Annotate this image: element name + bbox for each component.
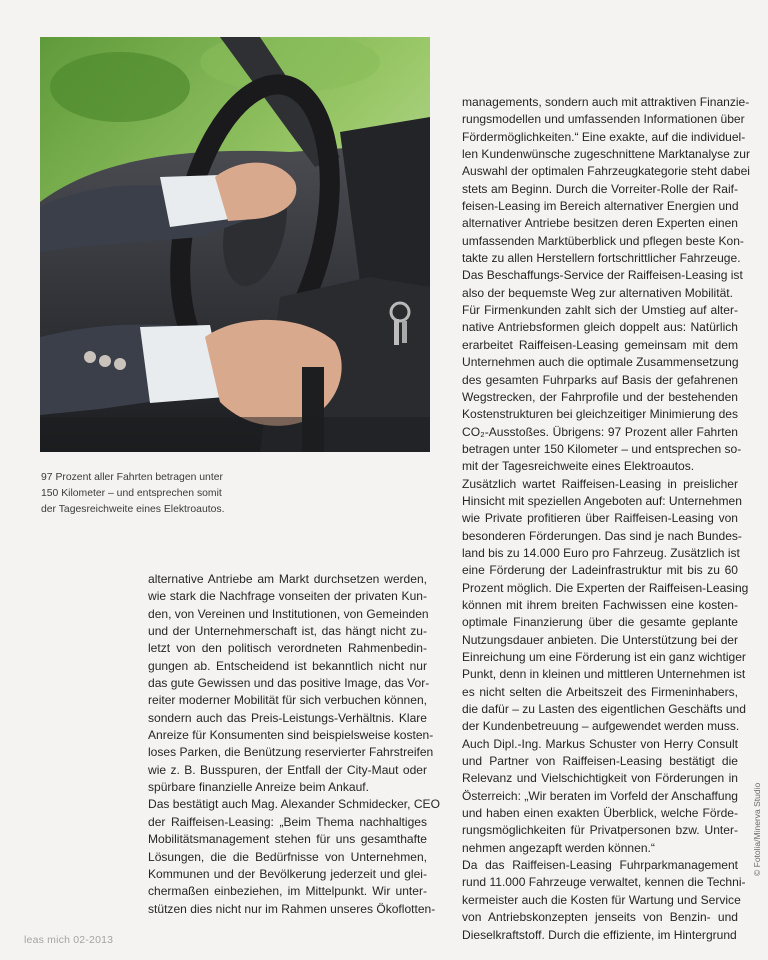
text-line: alternativer Antriebe besitzen deren Experten einen [462,216,738,231]
text-line: des gesamten Fuhrparks auf Basis der gefahrenen [462,372,738,387]
text-line: Für Firmenkunden zahlt sich der Umstieg auf alter- [462,303,738,318]
text-line: Hinsicht mit speziellen Angeboten auf: Unternehmen [462,493,742,508]
text-line: können mit ihrem breiten Fachwissen eine kosten- [462,597,738,612]
photo-caption [41,470,241,517]
text-line: wie Private profitieren über Raiffeisen-Leasing von [462,511,738,526]
text-line: chermaßen einbeziehen, im Mittelpunkt. Wir unter- [148,884,427,899]
text-line: takte zu allen Herstellern fortschrittlicher Fahrzeuge. [462,251,741,266]
text-line: mit der Tagesreichweite eines Elektroautos. [462,459,695,474]
text-line: managements, sondern auch mit attraktiven Finanzie- [462,95,750,109]
text-line: Kommunen und der Bevölkerung jederzeit und glei- [148,866,427,881]
text-line: nehmen angezapft werden können.“ [462,840,655,855]
text-line: der Kundenbetreuung – aufgewendet werden muss. [462,719,740,734]
text-line: den, von Vereinen und Institutionen, von Gemeinden [148,606,429,621]
text-line: und haben einen exakten Überblick, welche Förde- [462,806,738,821]
text-line: Mobilitätsmanagement stehen für uns gesamthafte [148,832,427,847]
text-line: Relevanz und Vielschichtigkeit von Förderungen in [462,771,738,786]
text-line: letzt von den politisch verordneten Rahmenbedin- [148,641,427,656]
article-column-right [462,94,750,944]
text-line: sondern auch das Preis-Leistungs-Verhältnis. Klare [148,710,427,725]
text-line: gungen ab. Entscheidend ist bekanntlich nicht nur [148,658,427,673]
text-line: Nutzungsdauer anbieten. Die Unterstützung bei der [462,632,738,647]
text-line: der Raiffeisen-Leasing: „Beim Thema nachhaltiges [148,814,427,829]
text-line: umfassenden Marktüberblick und pflegen beste Kon- [462,233,744,248]
text-line: Unternehmen auch die optimale Zusammensetzung [462,355,739,370]
text-line: CO₂-Ausstoßes. Übrigens: 97 Prozent aller Fahrten [462,424,738,439]
text-line: Dieselkraftstoff. Durch die effiziente, im Hintergrund [462,927,737,942]
caption-line: 150 Kilometer – und entsprechen somit [41,487,222,499]
text-line: erarbeitet Raiffeisen-Leasing gemeinsam mit dem [462,337,738,352]
text-line: len Kundenwünsche zugeschnittene Marktanalyse zur [462,147,750,162]
text-line: Wegstrecken, der Fahrprofile und der bestehenden [462,389,738,404]
text-line: Da das Raiffeisen-Leasing Fuhrparkmanagement [462,858,738,873]
text-line: und Partner von Raiffeisen-Leasing bestätigt die [462,754,738,769]
article-column-left [148,571,440,918]
text-line: Auch Dipl.-Ing. Markus Schuster von Herry Consult [462,736,738,751]
text-line: Einreichung um eine Förderung ist ein ganz wichtiger [462,650,746,664]
text-line: loses Parken, die Benützung reservierter Fahrstreifen [148,745,434,760]
text-line: die dafür – zu Lasten des eigentlichen Geschäfts und [462,702,746,717]
text-line: Kostenstrukturen bei gleichzeitiger Minimierung des [462,407,738,422]
page-footer: leas mich 02-2013 [24,934,114,946]
text-line: es nicht selten die Arbeitszeit des Firmeninhabers, [462,684,738,699]
text-line: Zusätzlich wartet Raiffeisen-Leasing in preislicher [462,476,738,491]
text-line: Das bestätigt auch Mag. Alexander Schmidecker, CEO [148,797,440,812]
text-line: stets am Beginn. Durch die Vorreiter-Rolle der Raif- [462,181,738,196]
text-line: wie stark die Nachfrage vonseiten der privaten Kun- [148,589,427,604]
text-line: stützen dies nicht nur im Rahmen unseres Ökoflotten- [148,901,436,916]
text-line: besonderen Förderungen. Das sind je nach Bundes- [462,528,742,543]
text-line: also der bequemste Weg zur alternativen Mobilität. [462,285,733,300]
caption-line: 97 Prozent aller Fahrten betragen unter [41,472,223,483]
text-line: alternative Antriebe am Markt durchsetzen werden, [148,572,427,586]
text-line: Österreich: „Wir beraten im Vorfeld der Anschaffung [462,788,738,803]
text-line: reiter moderner Mobilität für sich verbuchen können, [148,693,427,708]
text-line: land bis zu 14.000 Euro pro Fahrzeug. Zusätzlich ist [462,545,740,560]
text-line: rund 11.000 Fahrzeuge verwaltet, kennen die Techni- [462,875,746,890]
text-line: Lösungen, die die Bedürfnisse von Unternehmen, [148,849,427,864]
text-line: rungsmöglichkeiten für Privatpersonen bzw. Unter- [462,823,738,838]
car-interior-photo [40,37,430,452]
photo-credit: © Fotolia/Minerva Studio [752,782,762,876]
caption-line: der Tagesreichweite eines Elektroautos. [41,503,225,515]
text-line: rungsmodellen und umfassenden Informationen über [462,112,745,127]
text-line: kermeister auch die Kosten für Wartung und Service [462,892,741,907]
text-line: Fördermöglichkeiten.“ Eine exakte, auf die individuel- [462,129,746,144]
text-line: wie z. B. Busspuren, der Entfall der City-Maut oder [148,762,427,777]
text-line: optimale Finanzierung über die gesamte geplante [462,615,738,630]
text-line: Auswahl der optimalen Fahrzeugkategorie steht dabei [462,164,750,179]
text-line: Punkt, denn in kleinen und mittleren Unternehmen ist [462,667,746,682]
text-line: und der Unternehmerschaft ist, das hängt nicht zu- [148,624,427,639]
text-line: spürbare finanzielle Anreize beim Ankauf. [148,780,369,795]
text-line: betragen unter 150 Kilometer – und entsprechen so- [462,441,742,456]
text-line: eine Förderung der Ladeinfrastruktur mit bis zu 60 [462,563,738,578]
text-line: das gute Gewissen und das positive Image, das Vor- [148,676,430,691]
text-line: feisen-Leasing im Bereich alternativer Energien und [462,199,739,214]
text-line: Anreize für Konsumenten sind beispielsweise kosten- [148,728,434,743]
text-line: Prozent möglich. Die Experten der Raiffeisen-Leasing [462,580,749,595]
text-line: Das Beschaffungs-Service der Raiffeisen-Leasing ist [462,268,743,283]
text-line: native Antriebsformen gleich doppelt aus: Natürlich [462,320,738,335]
text-line: von Antriebskonzepten jenseits von Benzin- und [462,910,738,925]
